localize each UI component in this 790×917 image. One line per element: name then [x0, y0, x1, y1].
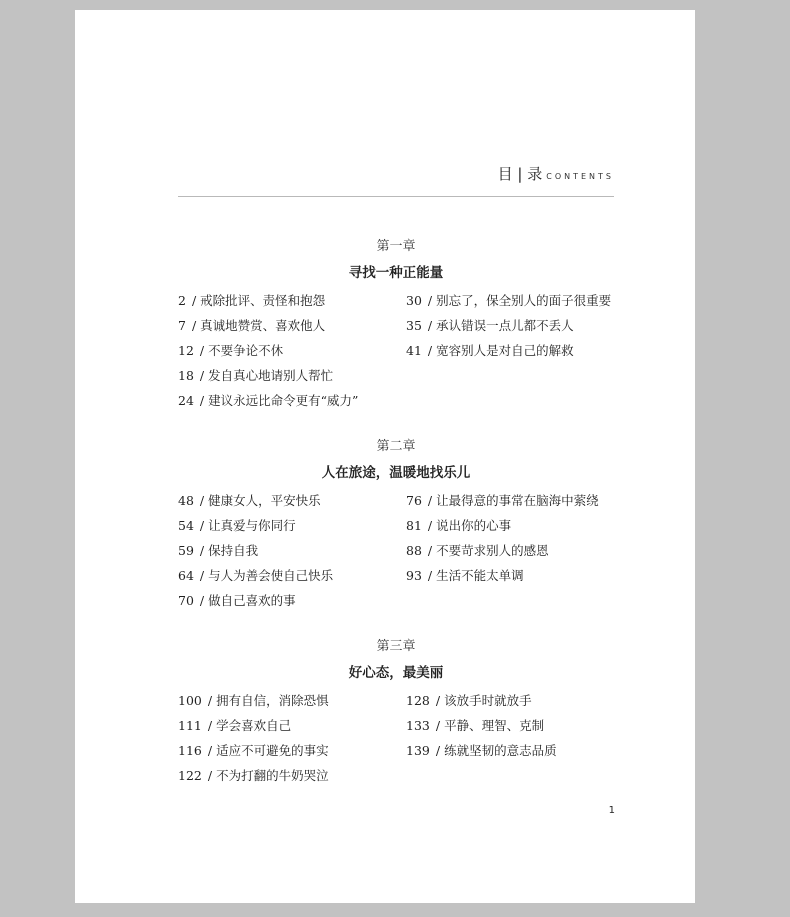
toc-entry-title: 让最得意的事常在脑海中萦绕	[436, 493, 599, 508]
toc-page-number: 30	[406, 293, 422, 308]
toc-page-number: 76	[406, 493, 422, 508]
toc-entry-title: 不要苛求别人的感恩	[436, 543, 549, 558]
toc-page-number: 139	[406, 743, 430, 758]
toc-entry-title: 练就坚韧的意志品质	[444, 743, 557, 758]
toc-entry-title: 宽容别人是对自己的解救	[436, 343, 574, 358]
toc-separator: /	[207, 768, 213, 783]
toc-entry	[178, 767, 329, 785]
toc-entry-title: 说出你的心事	[436, 518, 512, 533]
page-number: 1	[608, 805, 615, 816]
toc-entry-title: 拥有自信，消除恐惧	[216, 693, 329, 708]
toc-separator: /	[427, 318, 433, 333]
toc-page-number: 59	[178, 543, 194, 558]
toc-separator: /	[199, 343, 205, 358]
toc-page-number: 2	[178, 293, 186, 308]
toc-separator: /	[427, 343, 433, 358]
toc-page-number: 93	[406, 568, 422, 583]
toc-entry	[178, 492, 321, 510]
chapter-1	[178, 237, 614, 417]
toc-page-number: 18	[178, 368, 194, 383]
toc-separator: /	[435, 693, 441, 708]
toc-entry	[406, 292, 611, 310]
toc-entry	[178, 392, 358, 410]
toc-entry	[406, 542, 549, 560]
toc-entry	[178, 292, 325, 310]
toc-page-number: 111	[178, 718, 202, 733]
toc-entry	[406, 692, 532, 710]
toc-entry	[178, 342, 283, 360]
toc-entry	[406, 717, 544, 735]
chapter-entries	[178, 492, 614, 617]
chapter-title: 人在旅途，温暖地找乐儿	[321, 465, 471, 481]
toc-separator: /	[427, 518, 433, 533]
toc-separator: /	[207, 718, 213, 733]
toc-entry-title: 健康女人，平安快乐	[208, 493, 321, 508]
toc-page-number: 7	[178, 318, 186, 333]
toc-entry-title: 真诚地赞赏、喜欢他人	[200, 318, 326, 333]
contents-header	[178, 160, 614, 197]
toc-separator: /	[199, 393, 205, 408]
toc-entry-title: 平静、理智、克制	[444, 718, 545, 733]
toc-separator: /	[427, 493, 433, 508]
toc-separator: /	[199, 493, 205, 508]
toc-page-number: 100	[178, 693, 202, 708]
chapter-2	[178, 437, 614, 617]
toc-entry-title: 保持自我	[208, 543, 259, 558]
toc-page-number: 48	[178, 493, 194, 508]
chapter-entries	[178, 292, 614, 417]
toc-page-number: 24	[178, 393, 194, 408]
contents-heading	[498, 163, 614, 184]
toc-separator: /	[427, 568, 433, 583]
toc-page-number: 81	[406, 518, 422, 533]
toc-entry-title: 戒除批评、责怪和抱怨	[200, 293, 326, 308]
toc-separator: /	[435, 718, 441, 733]
toc-entry	[406, 742, 557, 760]
toc-page-number: 116	[178, 743, 202, 758]
toc-entry	[406, 517, 511, 535]
chapter-3	[178, 637, 614, 792]
toc-separator: /	[435, 743, 441, 758]
toc-page-number: 35	[406, 318, 422, 333]
toc-separator: /	[427, 543, 433, 558]
toc-entry	[406, 567, 524, 585]
chapter-title: 寻找一种正能量	[348, 265, 444, 281]
toc-entry	[178, 367, 333, 385]
toc-entry	[178, 517, 296, 535]
toc-page-number: 41	[406, 343, 422, 358]
toc-page-number: 12	[178, 343, 194, 358]
toc-entry-title: 承认错误一点儿都不丢人	[436, 318, 574, 333]
toc-page-number: 128	[406, 693, 430, 708]
toc-entry-title: 建议永远比命令更有“威力”	[208, 393, 359, 408]
chapter-label: 第二章	[376, 439, 416, 454]
chapter-entries	[178, 692, 614, 792]
toc-entry-title: 与人为善会使自己快乐	[208, 568, 334, 583]
chapter-title: 好心态，最美丽	[348, 665, 444, 681]
toc-page-number: 133	[406, 718, 430, 733]
toc-entry	[178, 692, 329, 710]
toc-entry-title: 发自真心地请别人帮忙	[208, 368, 334, 383]
toc-entry-title: 让真爱与你同行	[208, 518, 296, 533]
toc-page-number: 54	[178, 518, 194, 533]
toc-entry-title: 做自己喜欢的事	[208, 593, 296, 608]
toc-separator: /	[207, 693, 213, 708]
toc-entry	[178, 567, 333, 585]
toc-entry	[406, 342, 574, 360]
toc-separator: /	[199, 568, 205, 583]
toc-page-number: 64	[178, 568, 194, 583]
toc-separator: /	[207, 743, 213, 758]
contents-title-en: CONTENTS	[546, 172, 614, 181]
toc-separator: /	[427, 293, 433, 308]
toc-page-number: 88	[406, 543, 422, 558]
toc-page-number: 70	[178, 593, 194, 608]
toc-entry-title: 该放手时就放手	[444, 693, 532, 708]
toc-separator: /	[191, 318, 197, 333]
toc-separator: /	[199, 593, 205, 608]
toc-entry-title: 生活不能太单调	[436, 568, 524, 583]
toc-entry-title: 学会喜欢自己	[216, 718, 292, 733]
toc-entry	[406, 317, 574, 335]
toc-entry	[178, 592, 296, 610]
contents-title-cn: 目 | 录	[497, 165, 543, 183]
toc-entry-title: 别忘了，保全别人的面子很重要	[436, 293, 612, 308]
toc-separator: /	[191, 293, 197, 308]
toc-page-number: 122	[178, 768, 202, 783]
toc-separator: /	[199, 368, 205, 383]
toc-separator: /	[199, 518, 205, 533]
toc-entry	[178, 317, 325, 335]
toc-entry-title: 不为打翻的牛奶哭泣	[216, 768, 329, 783]
toc-entry	[178, 717, 291, 735]
toc-entry-title: 不要争论不休	[208, 343, 284, 358]
toc-entry-title: 适应不可避免的事实	[216, 743, 329, 758]
toc-entry	[178, 742, 329, 760]
chapter-label: 第三章	[376, 639, 416, 654]
toc-separator: /	[199, 543, 205, 558]
toc-entry	[178, 542, 258, 560]
toc-entry	[406, 492, 599, 510]
chapter-label: 第一章	[376, 239, 416, 254]
